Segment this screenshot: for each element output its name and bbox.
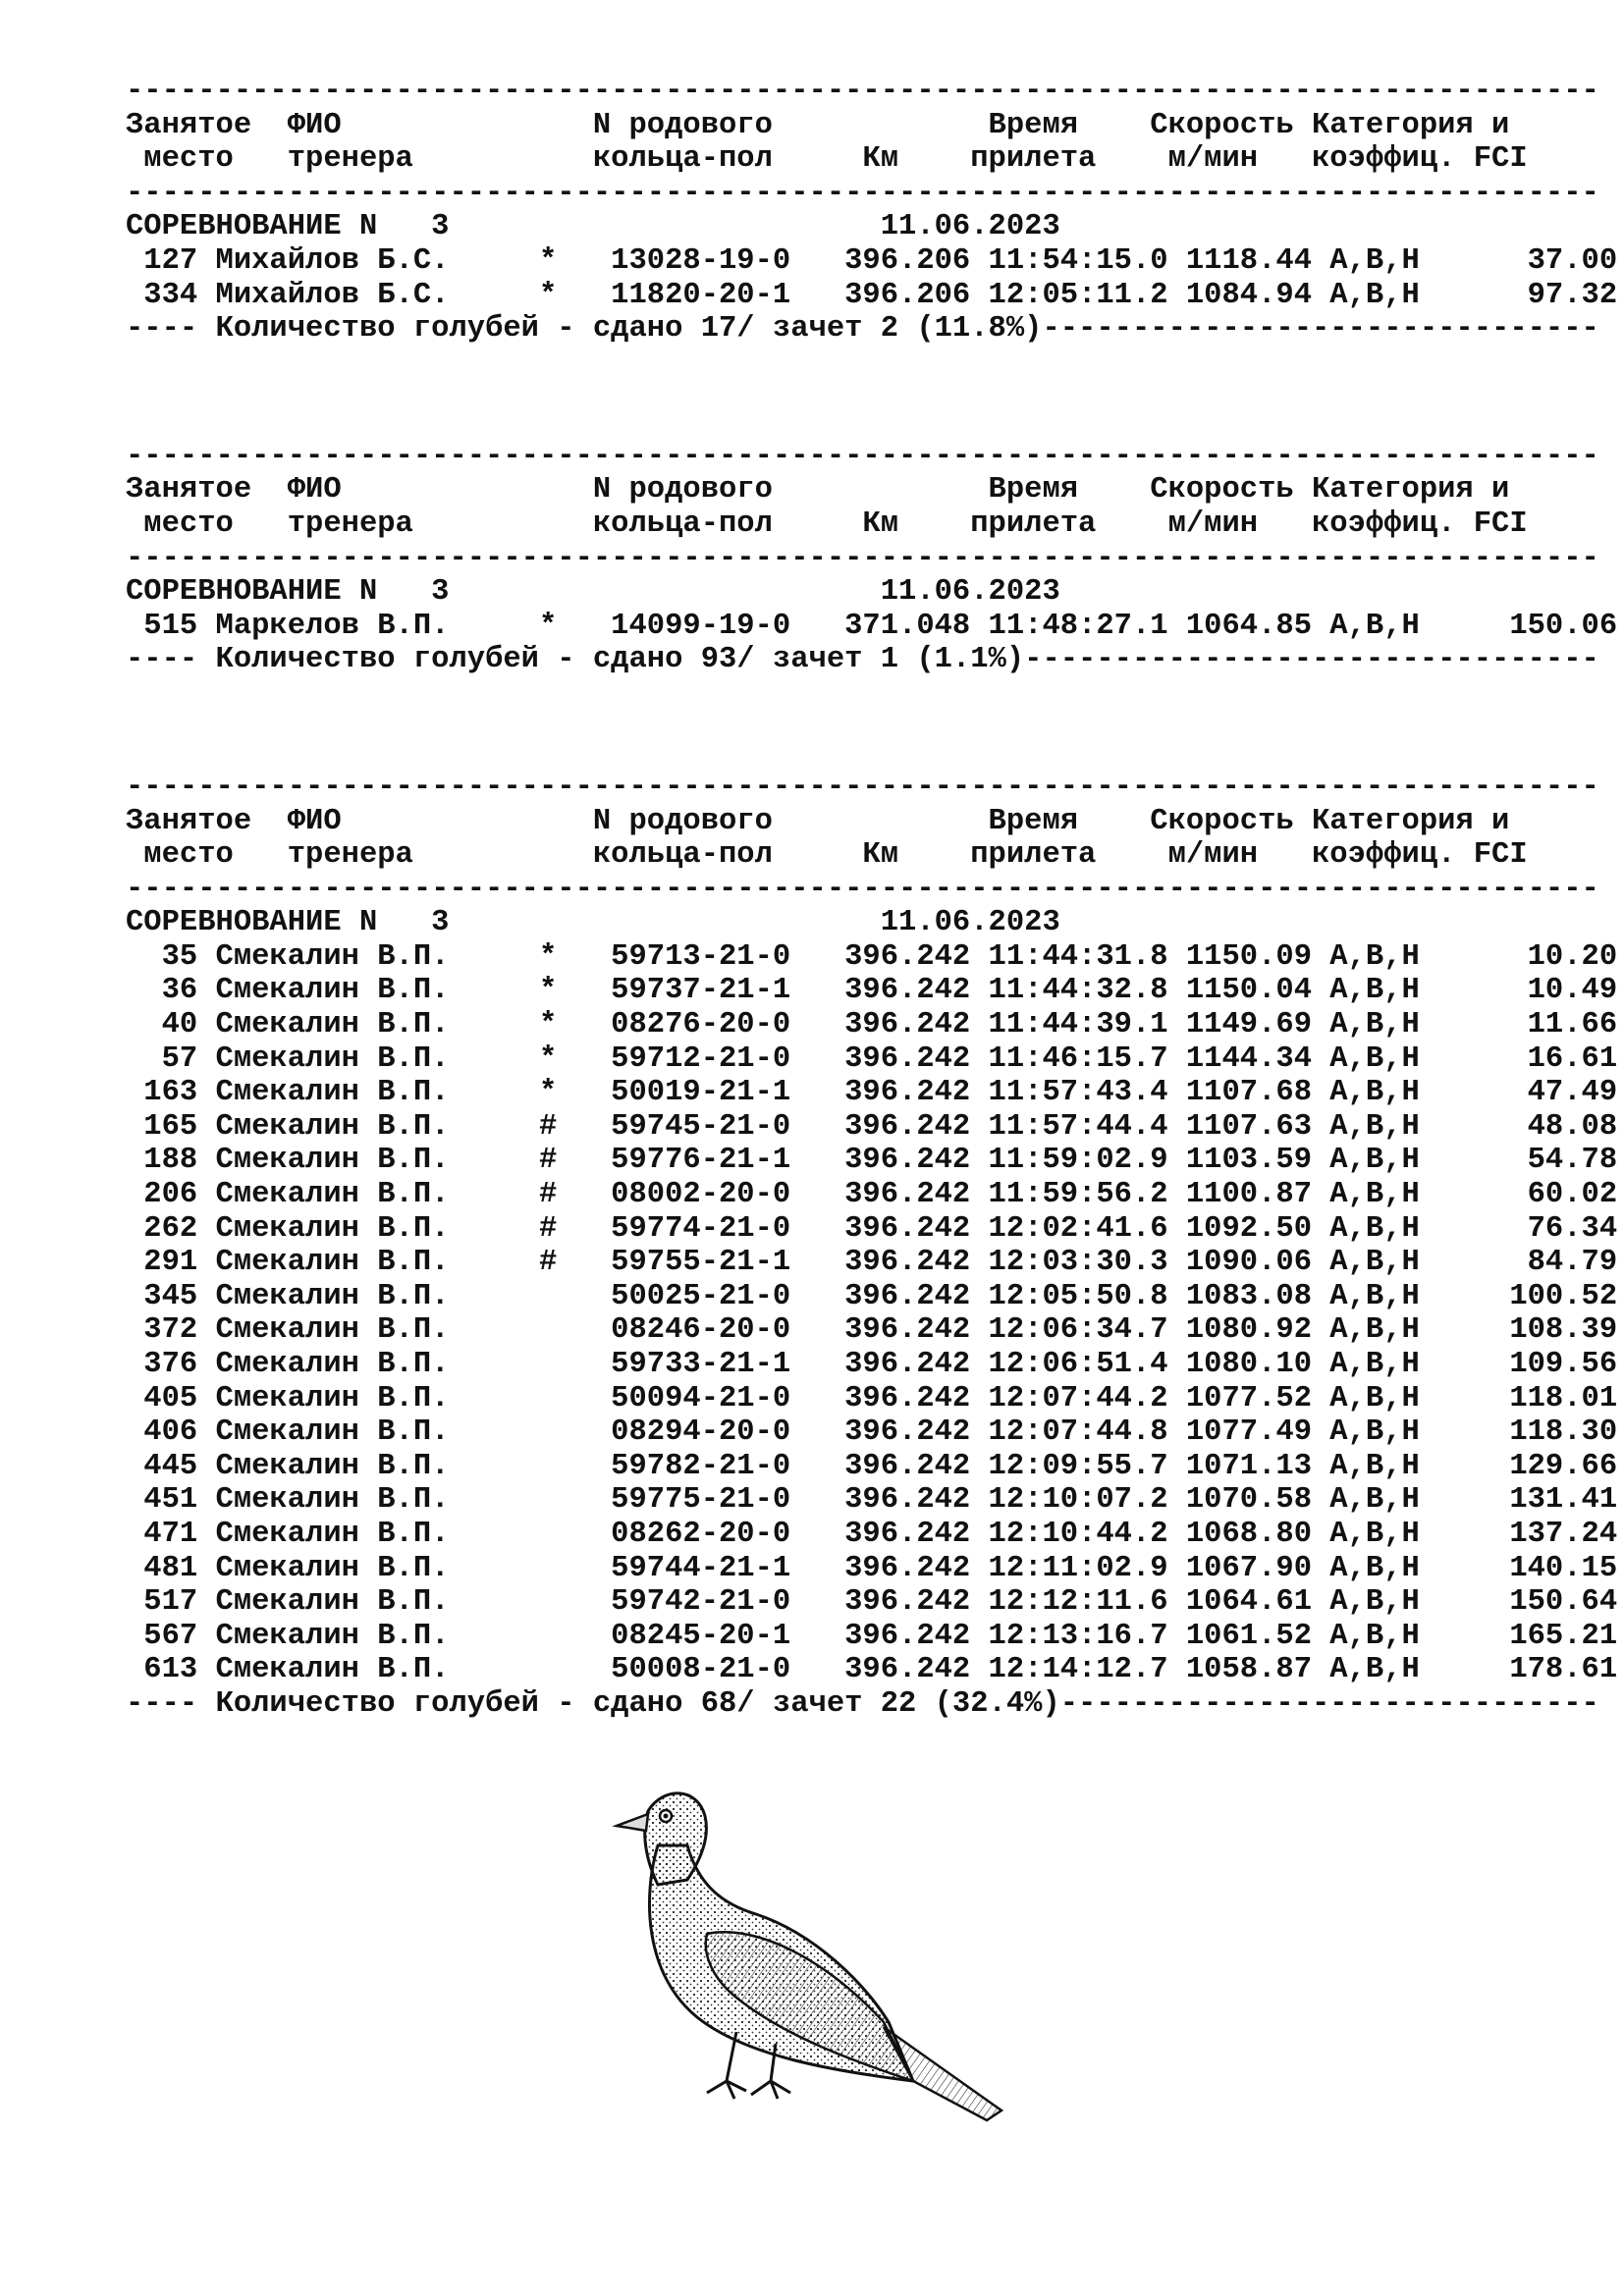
table-header-line-1: Занятое ФИО N родового Время Скорость Категория и (126, 108, 1510, 142)
rule-top: ---------------------------------------------------------------------------------- (126, 439, 1599, 473)
table-row: 517 Смекалин В.П. 59742-21-0 396.242 12:12:11.6 1064.61 А,В,Н 150.64 (126, 1585, 1618, 1620)
table-row: 40 Смекалин В.П. * 08276-20-0 396.242 11:44:39.1 1149.69 А,В,Н 11.66 (126, 1008, 1618, 1042)
table-row: 406 Смекалин В.П. 08294-20-0 396.242 12:07:44.8 1077.49 А,В,Н 118.30 (126, 1415, 1618, 1450)
summary-line: ---- Количество голубей - сдано 17/ зачет 2 (11.8%)------------------------------- (126, 312, 1599, 347)
competition-title: СОРЕВНОВАНИЕ N 3 11.06.2023 (126, 575, 1060, 610)
table-row: 451 Смекалин В.П. 59775-21-0 396.242 12:10:07.2 1070.58 А,В,Н 131.41 (126, 1483, 1618, 1518)
summary-line: ---- Количество голубей - сдано 93/ зачет 1 (1.1%)-------------------------------- (126, 643, 1599, 677)
rule-top: ---------------------------------------------------------------------------------- (126, 75, 1599, 108)
table-row: 35 Смекалин В.П. * 59713-21-0 396.242 11:44:31.8 1150.09 А,В,Н 10.20 (126, 939, 1618, 974)
table-row: 206 Смекалин В.П. # 08002-20-0 396.242 11:59:56.2 1100.87 А,В,Н 60.02 (126, 1178, 1618, 1212)
table-header-line-2: место тренера кольца-пол Км прилета м/мин коэффиц. FCI (126, 838, 1528, 873)
table-header-line-1: Занятое ФИО N родового Время Скорость Категория и (126, 473, 1510, 507)
table-row: 334 Михайлов Б.С. * 11820-20-1 396.206 12:05:11.2 1084.94 А,В,Н 97.32 (126, 278, 1618, 312)
table-row: 481 Смекалин В.П. 59744-21-1 396.242 12:11:02.9 1067.90 А,В,Н 140.15 (126, 1551, 1618, 1585)
table-row: 445 Смекалин В.П. 59782-21-0 396.242 12:09:55.7 1071.13 А,В,Н 129.66 (126, 1449, 1618, 1483)
results-document (126, 75, 1618, 1722)
table-row: 405 Смекалин В.П. 50094-21-0 396.242 12:07:44.2 1077.52 А,В,Н 118.01 (126, 1381, 1618, 1415)
table-row: 188 Смекалин В.П. # 59776-21-1 396.242 11:59:02.9 1103.59 А,В,Н 54.78 (126, 1144, 1618, 1178)
results-section-2 (126, 439, 1618, 677)
table-row: 345 Смекалин В.П. 50025-21-0 396.242 12:05:50.8 1083.08 А,В,Н 100.52 (126, 1279, 1618, 1313)
rule-mid: ---------------------------------------------------------------------------------- (126, 872, 1599, 906)
table-row: 291 Смекалин В.П. # 59755-21-1 396.242 12:03:30.3 1090.06 А,В,Н 84.79 (126, 1246, 1618, 1280)
table-row: 57 Смекалин В.П. * 59712-21-0 396.242 11:46:15.7 1144.34 А,В,Н 16.61 (126, 1041, 1618, 1076)
pigeon-illustration-icon (589, 1787, 1011, 2135)
rule-top: ---------------------------------------------------------------------------------- (126, 770, 1599, 804)
table-row: 471 Смекалин В.П. 08262-20-0 396.242 12:10:44.2 1068.80 А,В,Н 137.24 (126, 1517, 1618, 1551)
table-row: 567 Смекалин В.П. 08245-20-1 396.242 12:13:16.7 1061.52 А,В,Н 165.21 (126, 1619, 1618, 1653)
competition-title: СОРЕВНОВАНИЕ N 3 11.06.2023 (126, 906, 1060, 940)
results-section-1 (126, 75, 1618, 347)
rule-mid: ---------------------------------------------------------------------------------- (126, 541, 1599, 575)
summary-line: ---- Количество голубей - сдано 68/ зачет 22 (32.4%)------------------------------ (126, 1686, 1599, 1721)
table-row: 262 Смекалин В.П. # 59774-21-0 396.242 12:02:41.6 1092.50 А,В,Н 76.34 (126, 1211, 1618, 1246)
table-header-line-2: место тренера кольца-пол Км прилета м/мин коэффиц. FCI (126, 507, 1528, 541)
table-row: 515 Маркелов В.П. * 14099-19-0 371.048 11:48:27.1 1064.85 А,В,Н 150.06 (126, 609, 1618, 643)
table-row: 376 Смекалин В.П. 59733-21-1 396.242 12:06:51.4 1080.10 А,В,Н 109.56 (126, 1348, 1618, 1381)
table-header-line-1: Занятое ФИО N родового Время Скорость Категория и (126, 804, 1510, 838)
results-section-3 (126, 770, 1618, 1722)
table-row: 613 Смекалин В.П. 50008-21-0 396.242 12:14:12.7 1058.87 А,В,Н 178.61 (126, 1653, 1618, 1687)
table-header-line-2: место тренера кольца-пол Км прилета м/мин коэффиц. FCI (126, 142, 1528, 177)
competition-title: СОРЕВНОВАНИЕ N 3 11.06.2023 (126, 210, 1060, 244)
table-row: 36 Смекалин В.П. * 59737-21-1 396.242 11:44:32.8 1150.04 А,В,Н 10.49 (126, 974, 1618, 1008)
table-row: 163 Смекалин В.П. * 50019-21-1 396.242 11:57:43.4 1107.68 А,В,Н 47.49 (126, 1076, 1618, 1110)
table-row: 165 Смекалин В.П. # 59745-21-0 396.242 11:57:44.4 1107.63 А,В,Н 48.08 (126, 1109, 1618, 1144)
rule-mid: ---------------------------------------------------------------------------------- (126, 176, 1599, 210)
table-row: 372 Смекалин В.П. 08246-20-0 396.242 12:06:34.7 1080.92 А,В,Н 108.39 (126, 1313, 1618, 1348)
table-row: 127 Михайлов Б.С. * 13028-19-0 396.206 11:54:15.0 1118.44 А,В,Н 37.00 (126, 243, 1618, 278)
